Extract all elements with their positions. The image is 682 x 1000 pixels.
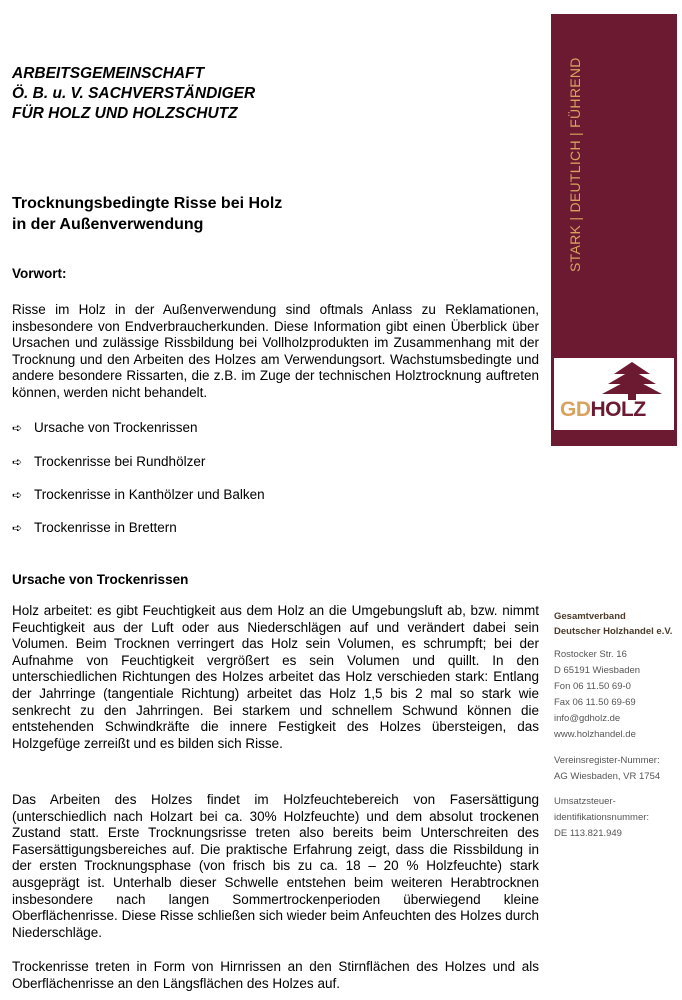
brand-tagline: STARK | DEUTLICH | FÜHREND bbox=[567, 57, 583, 272]
bullet-label: Trockenrisse bei Rundhölzer bbox=[34, 454, 206, 469]
organization-header bbox=[12, 64, 255, 124]
sidebar-register-label: Vereinsregister-Nummer: bbox=[554, 755, 660, 766]
sidebar-org-2: Deutscher Holzhandel e.V. bbox=[554, 626, 673, 637]
logo-holz: HOLZ bbox=[590, 398, 646, 421]
document-title bbox=[12, 193, 282, 235]
bullet-label: Trockenrisse in Kanthölzer und Balken bbox=[34, 487, 265, 502]
arrow-right-icon: ➪ bbox=[12, 487, 23, 502]
sidebar-org-1: Gesamtverband bbox=[554, 611, 626, 622]
sidebar-email[interactable]: info@gdholz.de bbox=[554, 713, 621, 724]
section-paragraph-2: Das Arbeiten des Holzes findet im Holzfeuchtebereich von Fasersättigung (unterschiedlich nach Holzart bei ca. 30% Holzfeuchte) und dem absolut trockenen Zustand statt. Erste Trocknungsrisse treten also bereits beim Unterschreiten des Fasersättigungsbereiches auf. Die praktische Erfahrung zeigt, dass die Rissbildung in der ersten Trocknungsphase (von frisch bis zu ca. 18 – 20 % Holzfeuchte) stark ausgeprägt ist. Unterhalb dieser Schwelle entstehen beim weiteren Herabtrocknen insbesondere nach langen Sommertrockenperioden überwiegend kleine Oberflächenrisse. Diese Risse schließen sich wieder beim Anfeuchten des Holzes durch Niederschläge. bbox=[12, 792, 539, 940]
vorwort-paragraph: Risse im Holz in der Außenverwendung sind oftmals Anlass zu Reklamationen, insbesondere von Endverbraucherkunden. Diese Information gibt einen Überblick über Ursachen und zulässige Rissbildung bei Vollholzprodukten im Zusammenhang mit der Trocknung und den Arbeiten des Holzes am Verwendungsort. Wachstumsbedingte und andere besondere Rissarten, die z.B. im Zuge der technischen Holztrocknung auftreten können, werden nicht behandelt. bbox=[12, 302, 539, 400]
org-line-2: Ö. B. u. V. SACHVERSTÄNDIGER bbox=[12, 85, 256, 102]
sidebar-tax-label-1: Umsatzsteuer- bbox=[554, 796, 616, 807]
gdholz-logo bbox=[554, 358, 674, 430]
logo-wordmark bbox=[560, 398, 646, 422]
sidebar-tax-label-2: identifikationsnummer: bbox=[554, 812, 650, 823]
sidebar-website[interactable]: www.holzhandel.de bbox=[554, 729, 636, 740]
org-line-1: ARBEITSGEMEINSCHAFT bbox=[12, 65, 205, 82]
sidebar-street: Rostocker Str. 16 bbox=[554, 649, 627, 660]
sidebar-fax: Fax 06 11.50 69-69 bbox=[554, 697, 636, 708]
title-line-2: in der Außenverwendung bbox=[12, 216, 204, 233]
sidebar-phone: Fon 06 11.50 69-0 bbox=[554, 681, 631, 692]
sidebar-tax-value: DE 113.821.949 bbox=[554, 828, 622, 839]
bullet-item[interactable] bbox=[12, 487, 265, 502]
bullet-item[interactable] bbox=[12, 420, 198, 435]
org-line-3: FÜR HOLZ UND HOLZSCHUTZ bbox=[12, 105, 238, 122]
logo-gd: GD bbox=[560, 398, 591, 421]
bullet-label: Ursache von Trockenrissen bbox=[34, 420, 198, 435]
sidebar-city: D 65191 Wiesbaden bbox=[554, 665, 641, 676]
sidebar-register-value: AG Wiesbaden, VR 1754 bbox=[554, 771, 661, 782]
bullet-item[interactable] bbox=[12, 520, 177, 535]
section-paragraph-3: Trockenrisse treten in Form von Hirnrissen an den Stirnflächen des Holzes und als Oberflächenrisse an den Längsflächen des Holzes auf. bbox=[12, 959, 539, 991]
arrow-right-icon: ➪ bbox=[12, 420, 23, 435]
title-line-1: Trocknungsbedingte Risse bei Holz bbox=[12, 195, 283, 212]
tree-icon bbox=[554, 358, 674, 402]
arrow-right-icon: ➪ bbox=[12, 520, 23, 535]
bullet-label: Trockenrisse in Brettern bbox=[34, 520, 177, 535]
vorwort-heading: Vorwort: bbox=[12, 266, 67, 281]
section-paragraph-1: Holz arbeitet: es gibt Feuchtigkeit aus dem Holz an die Umgebungsluft ab, bzw. nimmt Feuchtigkeit aus der Luft oder aus Niederschlägen auf und verändert dabei sein Volumen. Beim Trocknen verringert das Holz sein Volumen, es schrumpft; bei der Aufnahme von Feuchtigkeit vergrößert es sein Volumen und quillt. In den unterschiedlichen Richtungen des Holzes arbeitet das Holz verschieden stark: Entlang der Jahrringe (tangentiale Richtung) arbeitet das Holz 1,5 bis 2 mal so stark wie senkrecht zu den Jahrringen. Bei starkem und schnellem Schwund können die entstehenden Schwindkräfte die innere Festigkeit des Holzes übersteigen, das Holzgefüge zerreißt und es bilden sich Risse. bbox=[12, 603, 539, 751]
arrow-right-icon: ➪ bbox=[12, 454, 23, 469]
section-heading: Ursache von Trockenrissen bbox=[12, 572, 189, 587]
bullet-item[interactable] bbox=[12, 454, 205, 469]
